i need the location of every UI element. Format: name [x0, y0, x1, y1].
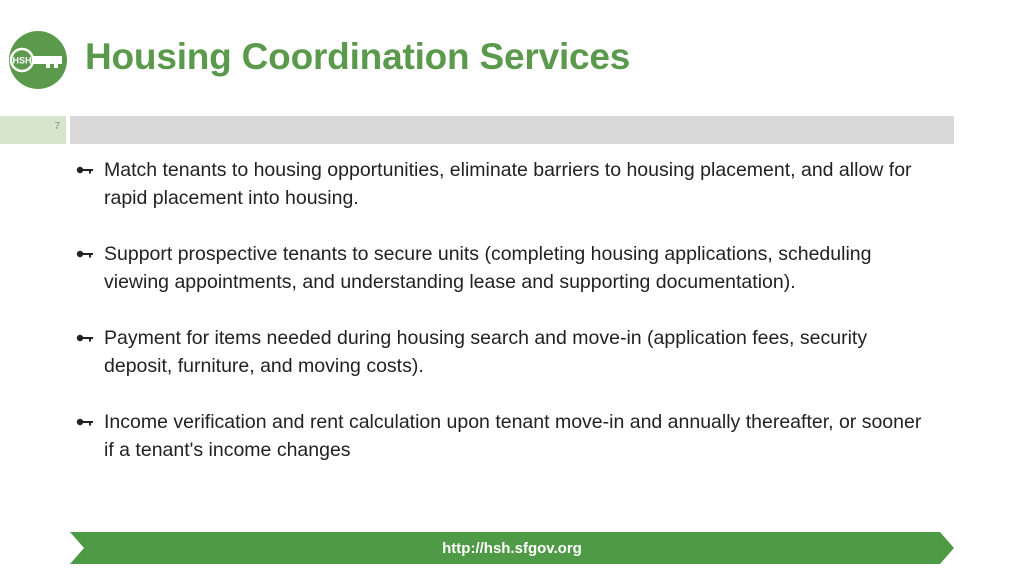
key-icon	[76, 408, 104, 436]
footer-banner	[70, 532, 954, 564]
bullet-list	[76, 156, 936, 492]
key-icon	[76, 324, 104, 352]
page-title: Housing Coordination Services	[85, 36, 631, 77]
bullet-text: Payment for items needed during housing search and move-in (application fees, security deposit, furniture, and moving costs).	[104, 327, 868, 377]
key-icon	[76, 156, 104, 184]
footer-url-link[interactable]: http://hsh.sfgov.org	[442, 539, 582, 557]
page-number: 7	[54, 121, 60, 132]
hsh-logo	[8, 30, 68, 90]
list-item	[76, 240, 936, 296]
bullet-text: Income verification and rent calculation upon tenant move-in and annually thereafter, or sooner if a tenant's income changes	[104, 411, 922, 461]
list-item	[76, 156, 936, 212]
svg-text:HSH: HSH	[12, 55, 32, 66]
list-item	[76, 408, 936, 464]
key-icon	[76, 240, 104, 268]
bullet-text: Support prospective tenants to secure units (completing housing applications, scheduling viewing appointments, and understanding lease and supporting documentation).	[104, 243, 872, 293]
page-number-tab	[0, 116, 66, 144]
header-divider-bar	[70, 116, 954, 144]
bullet-text: Match tenants to housing opportunities, eliminate barriers to housing placement, and allow for rapid placement into housing.	[104, 159, 912, 209]
hsh-key-logo-icon	[8, 30, 68, 90]
list-item	[76, 324, 936, 380]
